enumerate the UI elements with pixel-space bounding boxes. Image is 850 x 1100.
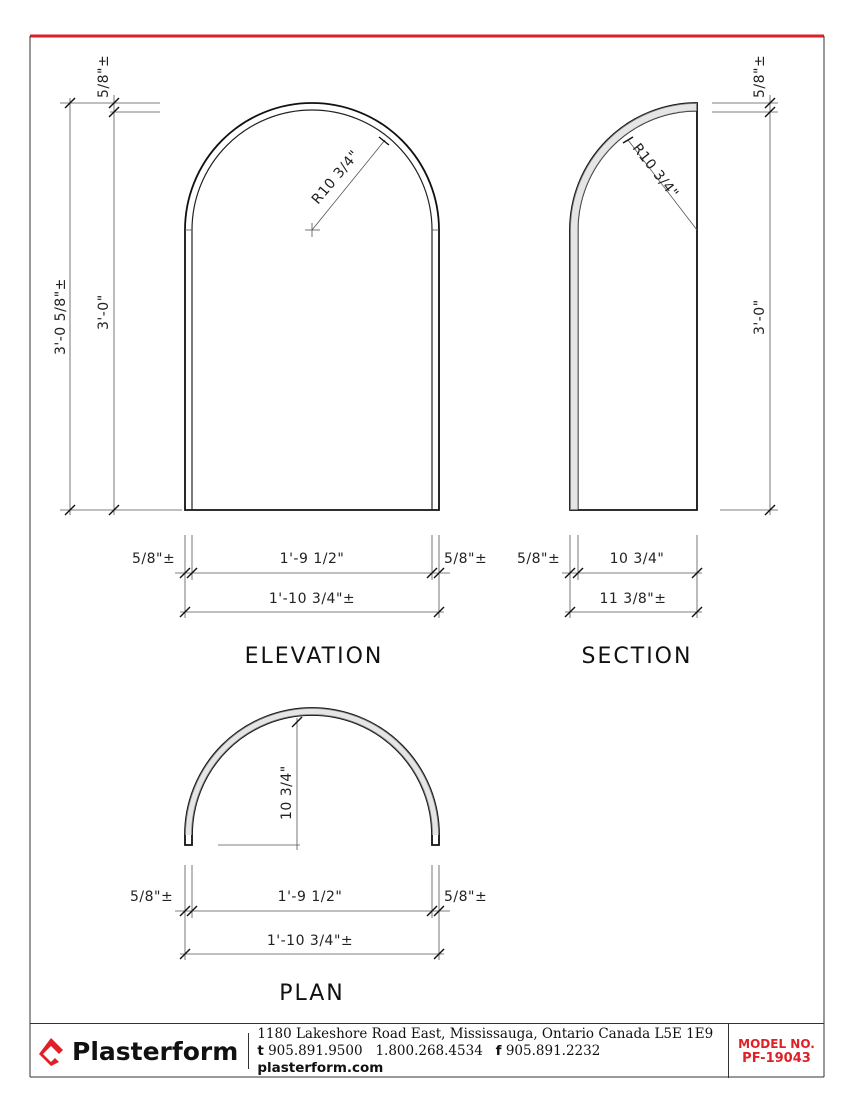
section-top-thickness-label: 5/8"± bbox=[752, 54, 768, 98]
elevation-outer-width-label: 1'-10 3/4"± bbox=[268, 591, 356, 607]
website-link[interactable]: plasterform.com bbox=[257, 1059, 384, 1076]
contact-info bbox=[257, 1026, 728, 1077]
section-left-thickness-label: 5/8"± bbox=[517, 551, 561, 567]
section-radius-label: R10 3/4" bbox=[628, 140, 682, 202]
section-title: SECTION bbox=[581, 644, 693, 669]
plan-depth-label: 10 3/4" bbox=[279, 765, 295, 820]
phone-number: 905.891.9500 bbox=[268, 1042, 363, 1059]
elevation-height-label: 3'-0" bbox=[96, 294, 112, 330]
plan-inner-width-label: 1'-9 1/2" bbox=[277, 889, 343, 905]
elevation-top-thickness-label: 5/8"± bbox=[96, 54, 112, 98]
elevation-outer-arch bbox=[185, 103, 439, 510]
elevation-title: ELEVATION bbox=[244, 644, 384, 669]
section-inner-depth-label: 10 3/4" bbox=[609, 551, 665, 567]
elevation-total-height-label: 3'-0 5/8"± bbox=[53, 278, 69, 355]
brand bbox=[30, 1024, 238, 1078]
contact-line bbox=[257, 1043, 728, 1077]
section-height-label: 3'-0" bbox=[752, 299, 768, 335]
fax-prefix: f bbox=[495, 1042, 502, 1059]
model-label: MODEL NO. bbox=[738, 1036, 815, 1051]
plan-right-thickness-label: 5/8"± bbox=[444, 889, 488, 905]
title-block bbox=[30, 1023, 824, 1078]
section-view bbox=[517, 55, 778, 669]
plan-title: PLAN bbox=[279, 981, 345, 1006]
address-line: 1180 Lakeshore Road East, Mississauga, Ontario Canada L5E 1E9 bbox=[257, 1025, 714, 1042]
elevation-inner-arch bbox=[192, 110, 432, 510]
section-inner-profile bbox=[578, 111, 697, 510]
fax-number: 905.891.2232 bbox=[505, 1042, 601, 1059]
plan-left-thickness-label: 5/8"± bbox=[130, 889, 174, 905]
tollfree-number: 1.800.268.4534 bbox=[375, 1042, 483, 1059]
section-shell-hatch bbox=[570, 103, 697, 510]
elevation-left-thickness-label: 5/8"± bbox=[132, 551, 176, 567]
phone-prefix: t bbox=[257, 1042, 264, 1059]
elevation-radius-label: R10 3/4" bbox=[308, 147, 363, 208]
plasterform-logo-icon bbox=[36, 1036, 66, 1066]
model-box bbox=[728, 1024, 824, 1078]
brand-name: Plasterform bbox=[72, 1036, 239, 1066]
plan-shell-hatch bbox=[185, 708, 439, 835]
plan-outer-width-label: 1'-10 3/4"± bbox=[266, 933, 354, 949]
elevation-inner-width-label: 1'-9 1/2" bbox=[279, 551, 345, 567]
plan-view bbox=[130, 708, 487, 1006]
brand-separator bbox=[248, 1033, 249, 1069]
plan-outer-arc bbox=[185, 708, 439, 845]
model-number: PF-19043 bbox=[742, 1050, 811, 1066]
elevation-right-thickness-label: 5/8"± bbox=[444, 551, 488, 567]
section-outer-depth-label: 11 3/8"± bbox=[599, 591, 667, 607]
elevation-view bbox=[53, 55, 487, 669]
